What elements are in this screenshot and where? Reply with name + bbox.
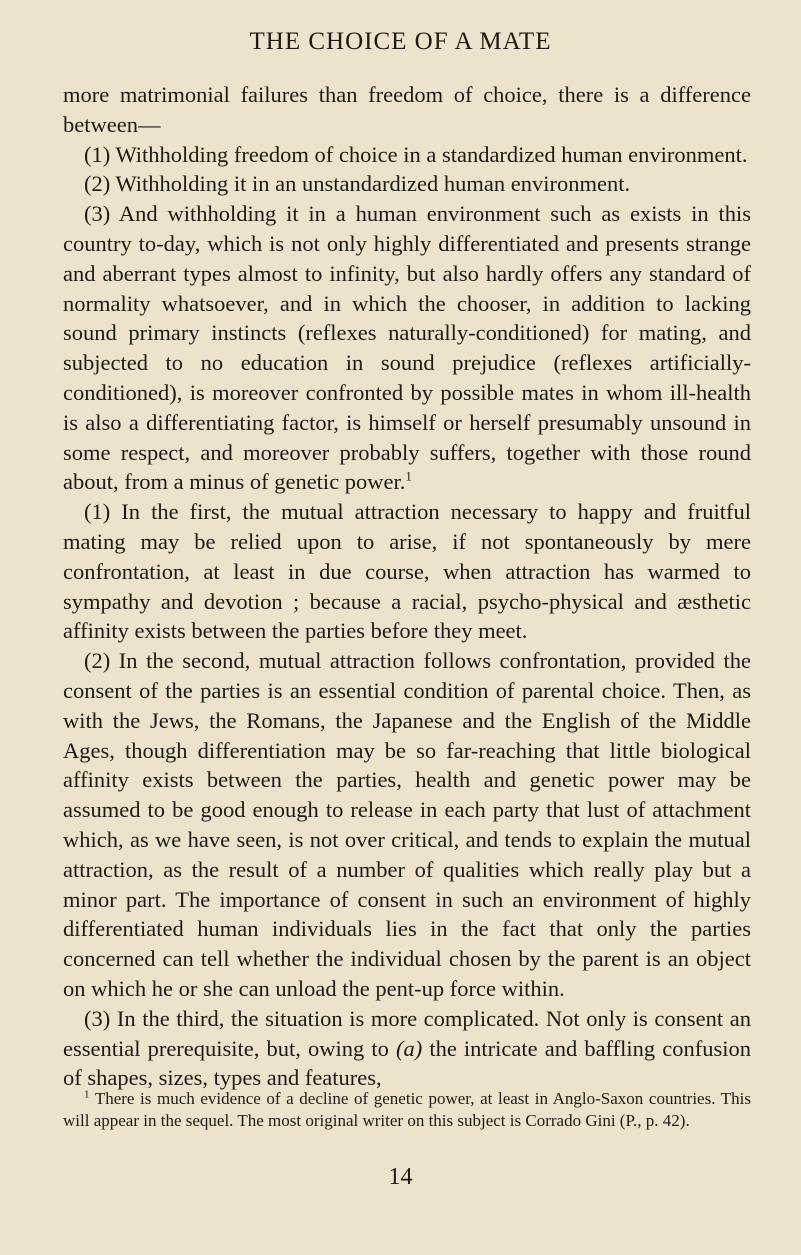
paragraph-continuation: more matrimonial failures than freedom of choice, there is a difference between— xyxy=(63,82,751,137)
paragraph-case-3-text-a: (3) In the third, the situation is more complicated. Not only is consent an essential prerequisite, but, owing to xyxy=(63,1005,751,1061)
paragraph-list-item-3-text: (3) And withholding it in a human environment such as exists in this country to-day, which is not only highly differentiated and presents strange and aberrant types almost to infinity, but also hardly offers any standard of normality whatsoever, and in which the chooser, in addition to lacking sound primary instincts (reflexes naturally-conditioned) for mating, and subjected to no education in sound prejudice (reflexes artificially-conditioned), is moreover confronted by possible mates in whom ill-health is also a differentiating factor, is himself or herself presumably unsound in some respect, and moreover probably suffers, together with those round about, from a minus of genetic power. xyxy=(63,201,751,495)
running-head: THE CHOICE OF A MATE xyxy=(249,28,552,55)
footnote xyxy=(63,1088,751,1131)
paragraph-list-item-1: (1) Withholding freedom of choice in a standardized human environment. xyxy=(84,141,748,167)
paragraph-case-1: (1) In the first, the mutual attraction necessary to happy and fruitful mating may be relied upon to arise, if not spontaneously by mere confrontation, at least in due course, when attraction has warmed to sympathy and devotion ; because a racial, psycho-physical and æsthetic affinity exists between the parties before they meet. xyxy=(63,499,751,644)
footnote-paragraph xyxy=(63,1088,751,1131)
paragraph-case-3 xyxy=(63,1004,751,1093)
body-text xyxy=(63,80,751,1093)
paragraph-list-item-2: (2) Withholding it in an unstandardized human environment. xyxy=(84,171,631,197)
footnote-marker: 1 xyxy=(84,1088,90,1101)
paragraph-case-3-text-b: the intricate and baffling confusion of shapes, sizes, types and features, xyxy=(63,1035,751,1091)
paragraph-case-2: (2) In the second, mutual attraction follows confrontation, provided the consent of the parties is an essential condition of parental choice. Then, as with the Jews, the Romans, the Japanese and the English of the Middle Ages, though differentiation may be so far-reaching that little biological affinity exists between the parties, health and genetic power may be assumed to be good enough to release in each party that lust of attachment which, as we have seen, is not over critical, and tends to explain the mutual attraction, as the result of a number of qualities which really play but a minor part. The importance of consent in such an environment of highly differentiated human individuals lies in the fact that only the parties concerned can tell whether the individual chosen by the parent is an object on which he or she can unload the pent-up force within. xyxy=(63,648,751,1001)
paragraph-list-item-3 xyxy=(63,199,751,497)
footnote-reference: 1 xyxy=(405,468,412,484)
paragraph-case-3-italic: (a) xyxy=(395,1035,423,1061)
footnote-text: There is much evidence of a decline of genetic power, at least in Anglo-Saxon countries. This will appear in the sequel. The most original writer on this subject is Corrado Gini (P., p. 42). xyxy=(63,1089,751,1130)
page-number: 14 xyxy=(388,1164,413,1190)
